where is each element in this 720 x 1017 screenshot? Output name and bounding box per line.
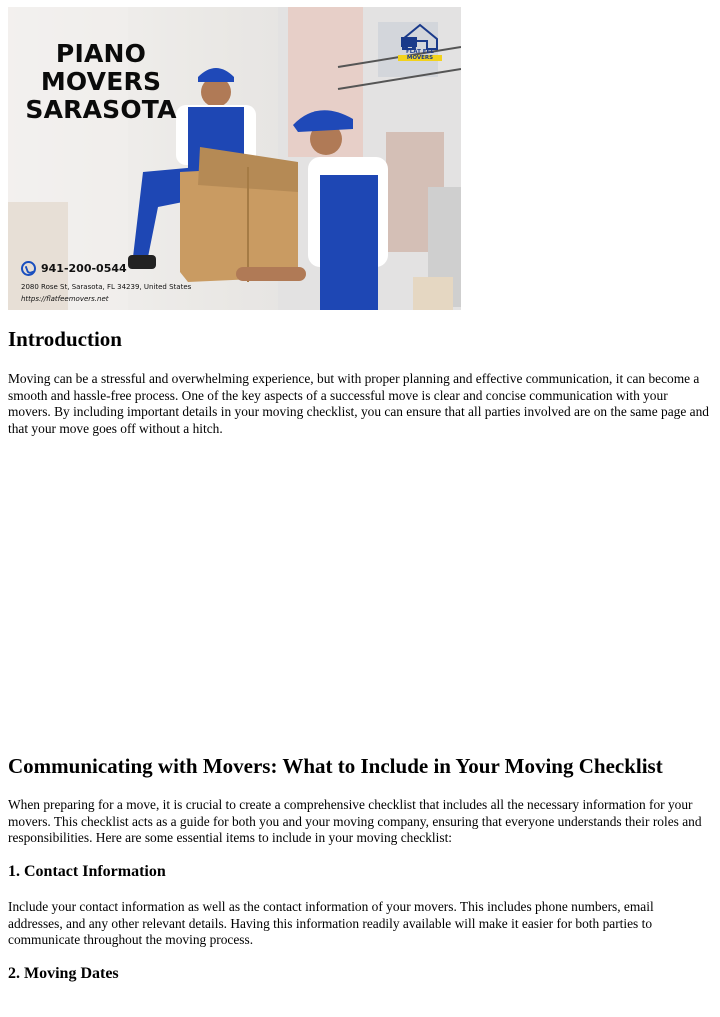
address: 2080 Rose St, Sarasota, FL 34239, United States xyxy=(21,283,192,291)
intro-paragraph: Moving can be a stressful and overwhelming experience, but with proper planning and effective communication, it can become a smooth and hassle-free process. One of the key aspects of a successful move is clear and concise communication with your movers. By including important details in your moving checklist, you can ensure that all parties involved are on the same page and that your move goes off without a hitch. xyxy=(8,371,709,436)
hero-banner-image xyxy=(8,7,461,310)
section-heading: Communicating with Movers: What to Include in Your Moving Checklist xyxy=(8,754,663,778)
intro-heading: Introduction xyxy=(8,327,122,351)
item2-heading: 2. Moving Dates xyxy=(8,965,119,982)
logo-line-1: FLAT FEE xyxy=(405,49,435,55)
phone-icon xyxy=(21,261,36,276)
hero-title-line-1: PIANO xyxy=(55,39,147,68)
section-paragraph: When preparing for a move, it is crucial to create a comprehensive checklist that includes all the necessary information for your movers. This checklist acts as a guide for both you and your moving company, ensuring that everyone understands their roles and responsibilities. Here are some essential items to include in your moving checklist: xyxy=(8,797,702,845)
logo-line-2: MOVERS xyxy=(398,55,442,61)
website-url: https://flatfeemovers.net xyxy=(21,295,109,303)
hero-title xyxy=(12,40,190,124)
hero-title-line-2: MOVERS xyxy=(40,67,162,96)
hero-title-line-3: SARASOTA xyxy=(25,95,177,124)
logo-text xyxy=(398,49,442,61)
item1-heading: 1. Contact Information xyxy=(8,863,166,880)
item1-paragraph: Include your contact information as well as the contact information of your movers. This includes phone numbers, email addresses, and any other relevant details. Having this information readily available will make it easier for both parties to communicate throughout the moving process. xyxy=(8,899,654,947)
phone-row xyxy=(21,261,127,276)
phone-number: 941-200-0544 xyxy=(41,262,127,275)
